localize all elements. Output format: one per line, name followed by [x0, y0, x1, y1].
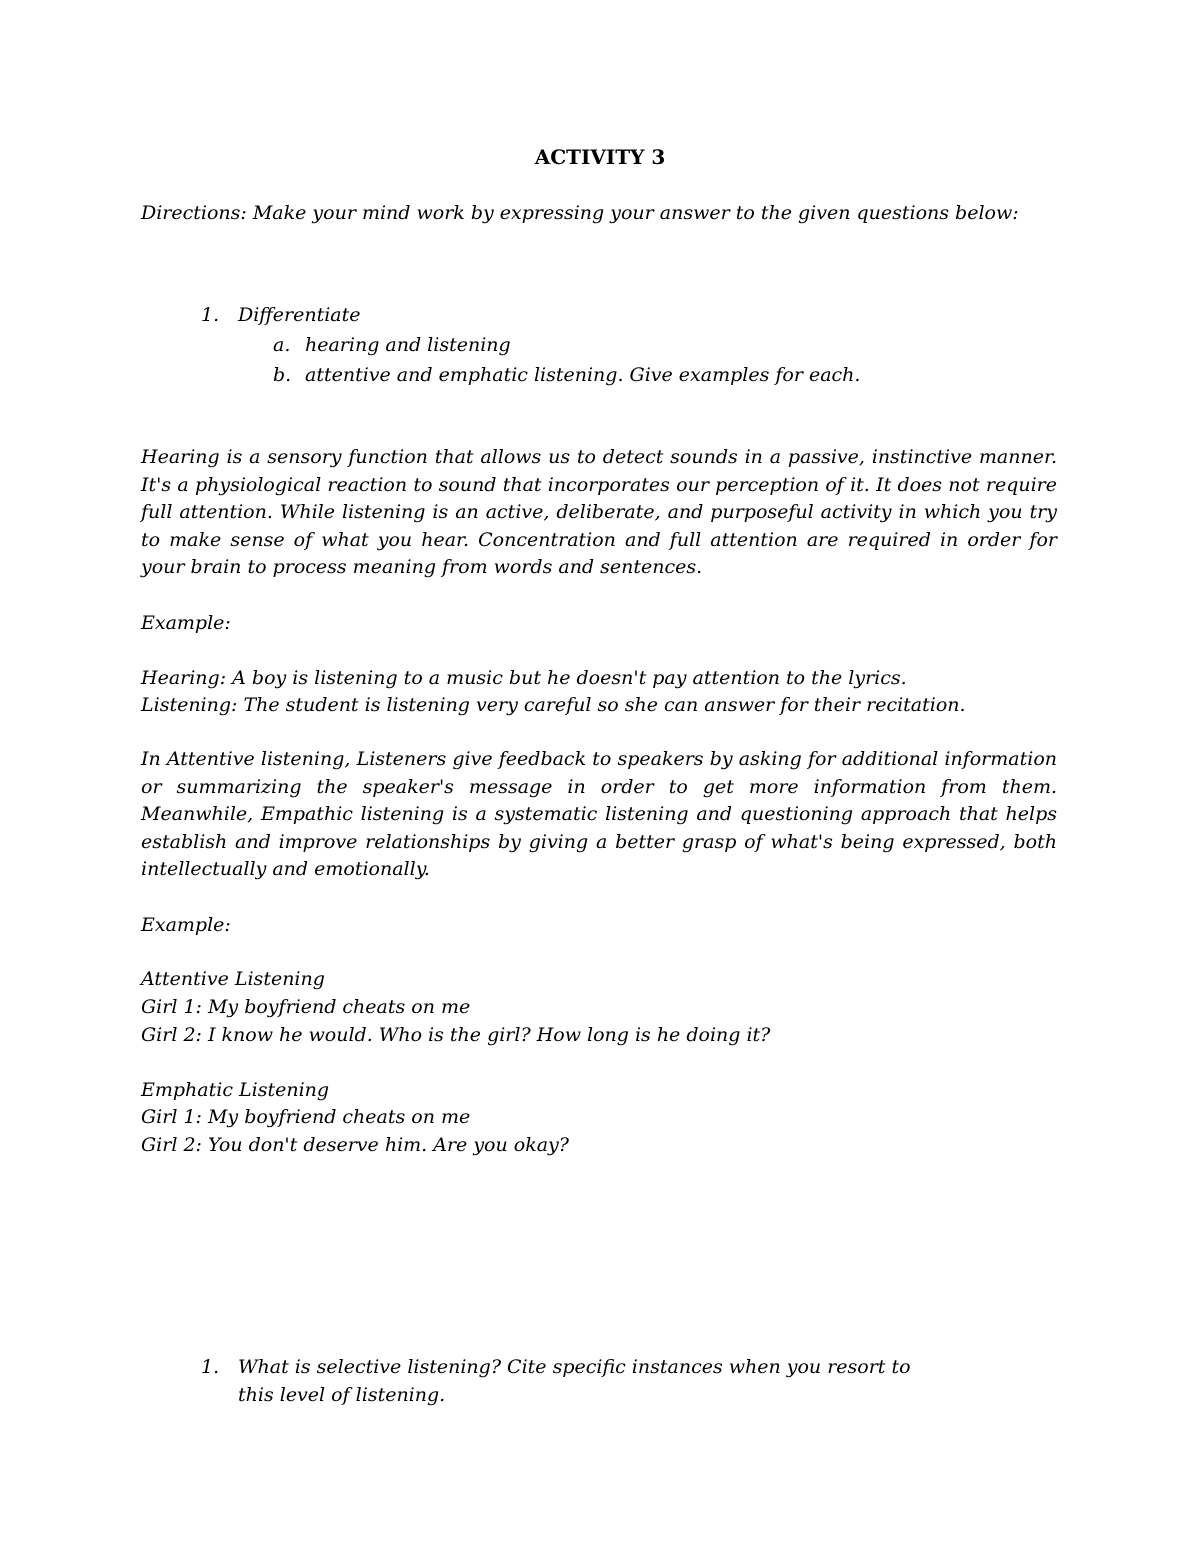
question-2-line-2: this level of listening.	[238, 1384, 446, 1406]
question-2-line-1: What is selective listening? Cite specific instances when you resort to	[238, 1356, 911, 1378]
item-b-letter: b.	[273, 364, 292, 386]
attentive-girl-1: Girl 1: My boyfriend cheats on me	[141, 996, 471, 1018]
answer-attentive-empathic: In Attentive listening, Listeners give feedback to speakers by asking for additional information or summarizing the speaker's message in order to get more information from them. Meanwhile, Empathic listening is a systematic listening and questioning approach that helps establish and improve relationships by giving a better grasp of what's being expressed, both intellectually and emotionally.	[141, 748, 1057, 880]
emphatic-girl-1: Girl 1: My boyfriend cheats on me	[141, 1106, 471, 1128]
question-1-item-b	[273, 362, 860, 388]
example-label-1: Example:	[141, 612, 231, 634]
attentive-heading: Attentive Listening	[141, 968, 325, 990]
example-listening: Listening: The student is listening very careful so she can answer for their recitation.	[141, 694, 966, 716]
item-a-letter: a.	[273, 334, 291, 356]
example-hearing: Hearing: A boy is listening to a music but he doesn't pay attention to the lyrics.	[141, 667, 907, 689]
attentive-girl-2: Girl 2: I know he would. Who is the girl? How long is he doing it?	[141, 1024, 771, 1046]
answer-hearing-listening: Hearing is a sensory function that allows us to detect sounds in a passive, instinctive manner. It's a physiological reaction to sound that incorporates our perception of it. It does not require full attention. While listening is an active, deliberate, and purposeful activity in which you try to make sense of what you hear. Concentration and full attention are required in order for your brain to process meaning from words and sentences.	[141, 446, 1057, 578]
question-1-number: 1.	[201, 304, 220, 326]
page-title: ACTIVITY 3	[534, 145, 666, 169]
example-label-2: Example:	[141, 914, 231, 936]
item-b-text: attentive and emphatic listening. Give examples for each.	[305, 364, 861, 386]
question-2	[201, 1354, 911, 1380]
question-1-item-a	[273, 332, 511, 358]
emphatic-heading: Emphatic Listening	[141, 1079, 330, 1101]
emphatic-girl-2: Girl 2: You don't deserve him. Are you okay?	[141, 1134, 569, 1156]
item-a-text: hearing and listening	[305, 334, 511, 356]
directions-text: Directions: Make your mind work by expressing your answer to the given questions below:	[141, 202, 1019, 224]
question-1-text: Differentiate	[238, 304, 361, 326]
question-1	[201, 302, 361, 328]
question-2-number: 1.	[201, 1356, 220, 1378]
